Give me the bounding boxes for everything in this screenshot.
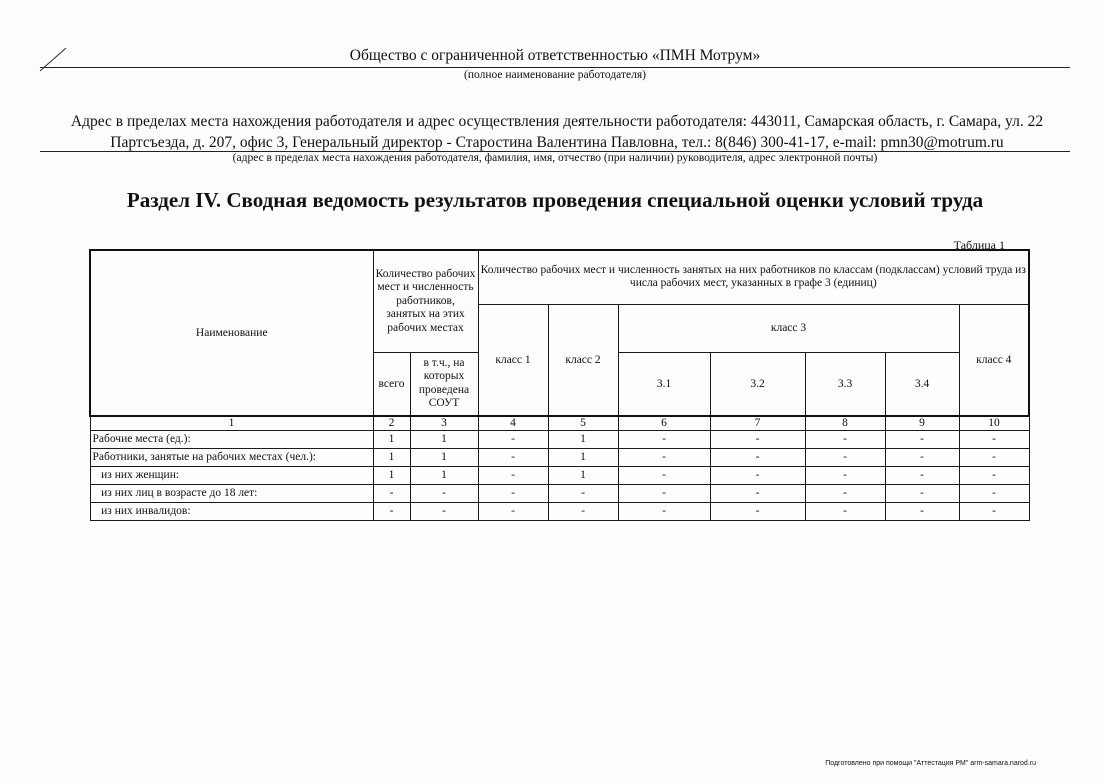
- header-classes-group: Количество рабочих мест и численность занятых на них работников по классам (подклассам) условий труда из числа рабочих мест, указанных в графе 3 (единиц): [478, 250, 1029, 304]
- table-cell: -: [618, 503, 710, 521]
- table-cell: -: [478, 431, 548, 449]
- table-cell: -: [410, 485, 478, 503]
- table-row: [90, 449, 1029, 467]
- address-caption: (адрес в пределах места нахождения работодателя, фамилия, имя, отчество (при наличии) руководителя, адрес электронной почты): [232, 152, 878, 164]
- header-count-group: Количество рабочих мест и численность работников, занятых на этих рабочих местах: [373, 250, 478, 352]
- table-cell: -: [885, 503, 959, 521]
- header-class-3: класс 3: [618, 304, 959, 352]
- header-class-4: класс 4: [959, 304, 1029, 416]
- header-sub-3-1: 3.1: [618, 352, 710, 416]
- company-name: Общество с ограниченной ответственностью «ПМН Мотрум»: [349, 47, 761, 64]
- table-cell: -: [959, 449, 1029, 467]
- table-cell: 1: [410, 431, 478, 449]
- table-cell: 1: [548, 467, 618, 485]
- column-number: 10: [959, 416, 1029, 431]
- table-cell: 1: [548, 431, 618, 449]
- row-label: Рабочие места (ед.):: [90, 431, 373, 449]
- row-label: из них женщин:: [90, 467, 373, 485]
- table-cell: -: [710, 449, 805, 467]
- column-number: 7: [710, 416, 805, 431]
- column-number: 8: [805, 416, 885, 431]
- table-cell: -: [805, 467, 885, 485]
- header-total: всего: [373, 352, 410, 416]
- header-class-1: класс 1: [478, 304, 548, 416]
- table-cell: -: [805, 485, 885, 503]
- table-cell: -: [548, 485, 618, 503]
- table-cell: -: [710, 431, 805, 449]
- table-row: [90, 503, 1029, 521]
- table-cell: 1: [410, 467, 478, 485]
- table-cell: 1: [410, 449, 478, 467]
- section-title: Раздел IV. Сводная ведомость результатов проведения специальной оценки условий труда: [126, 188, 984, 212]
- table-cell: -: [710, 503, 805, 521]
- table-cell: -: [618, 449, 710, 467]
- table-row: [90, 467, 1029, 485]
- table-cell: -: [478, 503, 548, 521]
- address-line-1: Адрес в пределах места нахождения работодателя и адрес осуществления деятельности работодателя: 443011, Самарская область, г. Самара, ул. 22: [70, 113, 1044, 130]
- company-underline: [40, 67, 1070, 68]
- row-label: из них лиц в возрасте до 18 лет:: [90, 485, 373, 503]
- table-cell: -: [805, 449, 885, 467]
- table-cell: -: [885, 449, 959, 467]
- table-cell: -: [710, 467, 805, 485]
- column-number: 4: [478, 416, 548, 431]
- table-label: Таблица 1: [953, 238, 1005, 252]
- footer-note: Подготовлено при помощи "Аттестация РМ" arm-samara.narod.ru: [825, 760, 1036, 767]
- table-cell: -: [885, 485, 959, 503]
- address-line-2: Партсъезда, д. 207, офис 3, Генеральный директор - Старостина Валентина Павловна, тел.: 8(846) 300-41-17, e-mail: pmn30@motrum.ru: [110, 134, 1004, 151]
- column-number: 5: [548, 416, 618, 431]
- column-number: 9: [885, 416, 959, 431]
- header-sub-3-3: 3.3: [805, 352, 885, 416]
- table-cell: -: [959, 431, 1029, 449]
- table-cell: -: [885, 431, 959, 449]
- table-cell: -: [618, 485, 710, 503]
- table-cell: -: [959, 485, 1029, 503]
- company-caption: (полное наименование работодателя): [464, 69, 646, 81]
- table-cell: -: [478, 449, 548, 467]
- table-cell: -: [373, 485, 410, 503]
- table-cell: -: [410, 503, 478, 521]
- table-cell: -: [618, 431, 710, 449]
- table-cell: -: [710, 485, 805, 503]
- column-number-row: [90, 416, 1029, 431]
- column-number: 6: [618, 416, 710, 431]
- summary-table: [89, 249, 1030, 521]
- column-number: 1: [90, 416, 373, 431]
- table-row: [90, 485, 1029, 503]
- header-name: Наименование: [90, 250, 373, 416]
- table-cell: 1: [373, 467, 410, 485]
- table-cell: -: [373, 503, 410, 521]
- table-cell: -: [478, 467, 548, 485]
- row-label: из них инвалидов:: [90, 503, 373, 521]
- table-cell: -: [805, 503, 885, 521]
- column-number: 3: [410, 416, 478, 431]
- header-sout: в т.ч., на которых проведена СОУТ: [410, 352, 478, 416]
- column-number: 2: [373, 416, 410, 431]
- header-sub-3-4: 3.4: [885, 352, 959, 416]
- table-cell: -: [885, 467, 959, 485]
- table-cell: -: [478, 485, 548, 503]
- table-cell: -: [805, 431, 885, 449]
- table-cell: -: [959, 467, 1029, 485]
- table-cell: 1: [373, 431, 410, 449]
- table-cell: -: [959, 503, 1029, 521]
- header-sub-3-2: 3.2: [710, 352, 805, 416]
- table-cell: -: [548, 503, 618, 521]
- table-cell: -: [618, 467, 710, 485]
- table-row: [90, 431, 1029, 449]
- header-class-2: класс 2: [548, 304, 618, 416]
- row-label: Работники, занятые на рабочих местах (чел.):: [90, 449, 373, 467]
- table-cell: 1: [548, 449, 618, 467]
- employer-address: [44, 111, 1070, 153]
- table-cell: 1: [373, 449, 410, 467]
